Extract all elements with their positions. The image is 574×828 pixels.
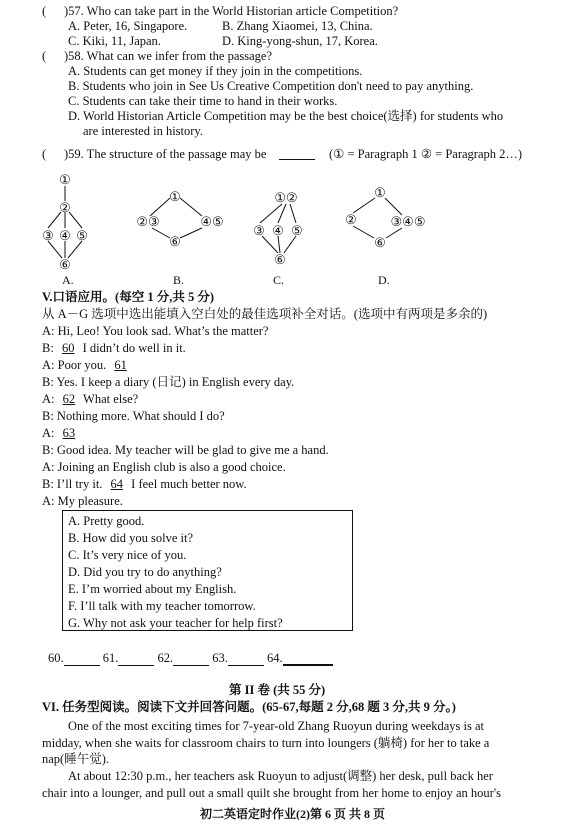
q57-stem: )57. Who can take part in the World Historian article Competition? bbox=[64, 4, 399, 18]
q58-bracket: ( bbox=[42, 49, 47, 63]
dialog-line-2-speaker: B: bbox=[42, 341, 54, 355]
diagram-b-right: ④⑤ bbox=[200, 214, 224, 229]
diagram-a-row-3: ⑤ bbox=[76, 228, 88, 243]
diagram-label-b: B. bbox=[173, 273, 185, 287]
dialog-line-5-text: What else? bbox=[83, 392, 139, 406]
q57-option-b: B. Zhang Xiaomei, 13, China. bbox=[222, 19, 373, 33]
diagram-d-left: ② bbox=[345, 212, 357, 227]
structure-diagrams bbox=[30, 168, 550, 288]
dialog-line-5 bbox=[42, 392, 138, 407]
answer-label-60: 60. bbox=[48, 651, 64, 665]
diagram-c-bottom: ⑥ bbox=[274, 252, 286, 267]
answer-line bbox=[48, 651, 333, 666]
diagram-b-top: ① bbox=[169, 189, 181, 204]
dialog-line-10-speaker: B: I’ll try it. bbox=[42, 477, 103, 491]
diagram-label-a: A. bbox=[62, 273, 74, 287]
dialog-blank-60: 60 bbox=[61, 341, 75, 355]
option-b: B. How did you solve it? bbox=[68, 531, 193, 545]
dialog-blank-61: 61 bbox=[114, 358, 127, 372]
q58-option-d: D. World Historian Article Competition may be the best choice(选择) for students who bbox=[68, 109, 504, 123]
diagram-label-d: D. bbox=[378, 273, 390, 287]
option-f: F. I’ll talk with my teacher tomorrow. bbox=[68, 599, 256, 613]
answer-blank-64[interactable] bbox=[283, 652, 333, 666]
dialog-blank-63: 63 bbox=[62, 426, 76, 440]
part2-title: 第 II 卷 (共 55 分) bbox=[229, 683, 326, 697]
diagram-label-c: C. bbox=[273, 273, 285, 287]
q59-hint: (① = Paragraph 1 ② = Paragraph 2…) bbox=[329, 147, 523, 161]
dialog-line-4: B: Yes. I keep a diary (日记) in English every day. bbox=[42, 375, 295, 389]
answer-blank-63[interactable] bbox=[228, 653, 264, 666]
diagram-c-row-3: ⑤ bbox=[291, 223, 303, 238]
dialog-line-11: A: My pleasure. bbox=[42, 494, 123, 508]
diagram-c-row-2: ④ bbox=[272, 223, 284, 238]
option-d: D. Did you try to do anything? bbox=[68, 565, 222, 579]
option-a: A. Pretty good. bbox=[68, 514, 145, 528]
passage-p1-line2: midday, when she waits for classroom chairs to turn into loungers (躺椅) for her to take a bbox=[42, 736, 490, 750]
dialog-line-5-speaker: A: bbox=[42, 392, 55, 406]
option-g: G. Why not ask your teacher for help first? bbox=[68, 616, 283, 630]
answer-blank-61[interactable] bbox=[118, 653, 154, 666]
passage-p1-line3: nap(睡午觉). bbox=[42, 752, 109, 766]
dialog-line-2-text: I didn’t do well in it. bbox=[82, 341, 186, 355]
q58-option-a: A. Students can get money if they join in the competitions. bbox=[68, 64, 363, 78]
dialog-line-7 bbox=[42, 426, 80, 441]
dialog-line-1: A: Hi, Leo! You look sad. What’s the matter? bbox=[42, 324, 269, 338]
diagram-a-row-2: ④ bbox=[59, 228, 71, 243]
passage-p2-line2: chair into a lounger, and pull out a small quilt she brought from her home to enjoy an hour's bbox=[42, 786, 501, 800]
option-e: E. I’m worried about my English. bbox=[68, 582, 237, 596]
section5-title: V.口语应用。(每空 1 分,共 5 分) bbox=[42, 290, 214, 304]
answer-label-62: 62. bbox=[157, 651, 174, 665]
diagram-d-bottom: ⑥ bbox=[374, 235, 386, 250]
diagram-c-row-1: ③ bbox=[253, 223, 265, 238]
dialog-line-3-text: A: Poor you. bbox=[42, 358, 107, 372]
answer-label-64: 64. bbox=[267, 651, 283, 665]
dialog-blank-62: 62 bbox=[62, 392, 76, 406]
diagram-c-top: ①② bbox=[274, 190, 298, 205]
diagram-b-bottom: ⑥ bbox=[169, 234, 181, 249]
diagram-a-bottom: ⑥ bbox=[59, 257, 71, 272]
dialog-line-10 bbox=[42, 477, 247, 492]
diagram-b-left: ②③ bbox=[136, 214, 160, 229]
section5-instruction: 从 A－G 选项中选出能填入空白处的最佳选项补全对话。(选项中有两项是多余的) bbox=[42, 307, 488, 321]
answer-blank-60[interactable] bbox=[64, 653, 100, 666]
dialog-line-3 bbox=[42, 358, 132, 373]
dialog-line-8: B: Good idea. My teacher will be glad to give me a hand. bbox=[42, 443, 329, 457]
page-footer: 初二英语定时作业(2)第 6 页 共 8 页 bbox=[200, 807, 385, 821]
q57-option-d: D. King-yong-shun, 17, Korea. bbox=[222, 34, 378, 48]
q59-bracket: ( bbox=[42, 147, 47, 161]
answer-label-63: 63. bbox=[212, 651, 228, 665]
passage-p2-line1: At about 12:30 p.m., her teachers ask Ruoyun to adjust(调整) her desk, pull back her bbox=[68, 769, 493, 783]
q58-option-d-cont: are interested in history. bbox=[83, 124, 203, 138]
q58-option-c: C. Students can take their time to hand in their works. bbox=[68, 94, 338, 108]
answer-label-61: 61. bbox=[102, 651, 119, 665]
dialog-line-9: A: Joining an English club is also a good choice. bbox=[42, 460, 286, 474]
answer-blank-62[interactable] bbox=[173, 653, 209, 666]
diagram-d-right: ③④⑤ bbox=[390, 214, 426, 229]
diagram-a-row-1: ③ bbox=[42, 228, 54, 243]
passage-p1-line1: One of the most exciting times for 7-year-old Zhang Ruoyun during weekdays is at bbox=[68, 719, 484, 733]
section6-title: VI. 任务型阅读。阅读下文并回答问题。(65-67,每题 2 分,68 题 3 分,共 9 分。) bbox=[42, 700, 456, 714]
diagram-d-top: ① bbox=[374, 185, 386, 200]
q58-stem: )58. What can we infer from the passage? bbox=[64, 49, 273, 63]
q59-stem: )59. The structure of the passage may be bbox=[64, 147, 267, 161]
dialog-line-10-text: I feel much better now. bbox=[131, 477, 247, 491]
q59-answer-blank bbox=[279, 147, 315, 160]
dialog-line-7-speaker: A: bbox=[42, 426, 55, 440]
dialog-blank-64: 64 bbox=[110, 477, 124, 491]
dialog-line-2 bbox=[42, 341, 186, 356]
q57-bracket: ( bbox=[42, 4, 47, 18]
option-c: C. It’s very nice of you. bbox=[68, 548, 187, 562]
q57-option-c: C. Kiki, 11, Japan. bbox=[68, 34, 161, 48]
dialog-line-6: B: Nothing more. What should I do? bbox=[42, 409, 225, 423]
q57-option-a: A. Peter, 16, Singapore. bbox=[68, 19, 188, 33]
diagram-a-top: ① bbox=[59, 172, 71, 187]
diagram-a-mid: ② bbox=[59, 200, 71, 215]
q58-option-b: B. Students who join in See Us Creative Competition don't need to pay anything. bbox=[68, 79, 474, 93]
